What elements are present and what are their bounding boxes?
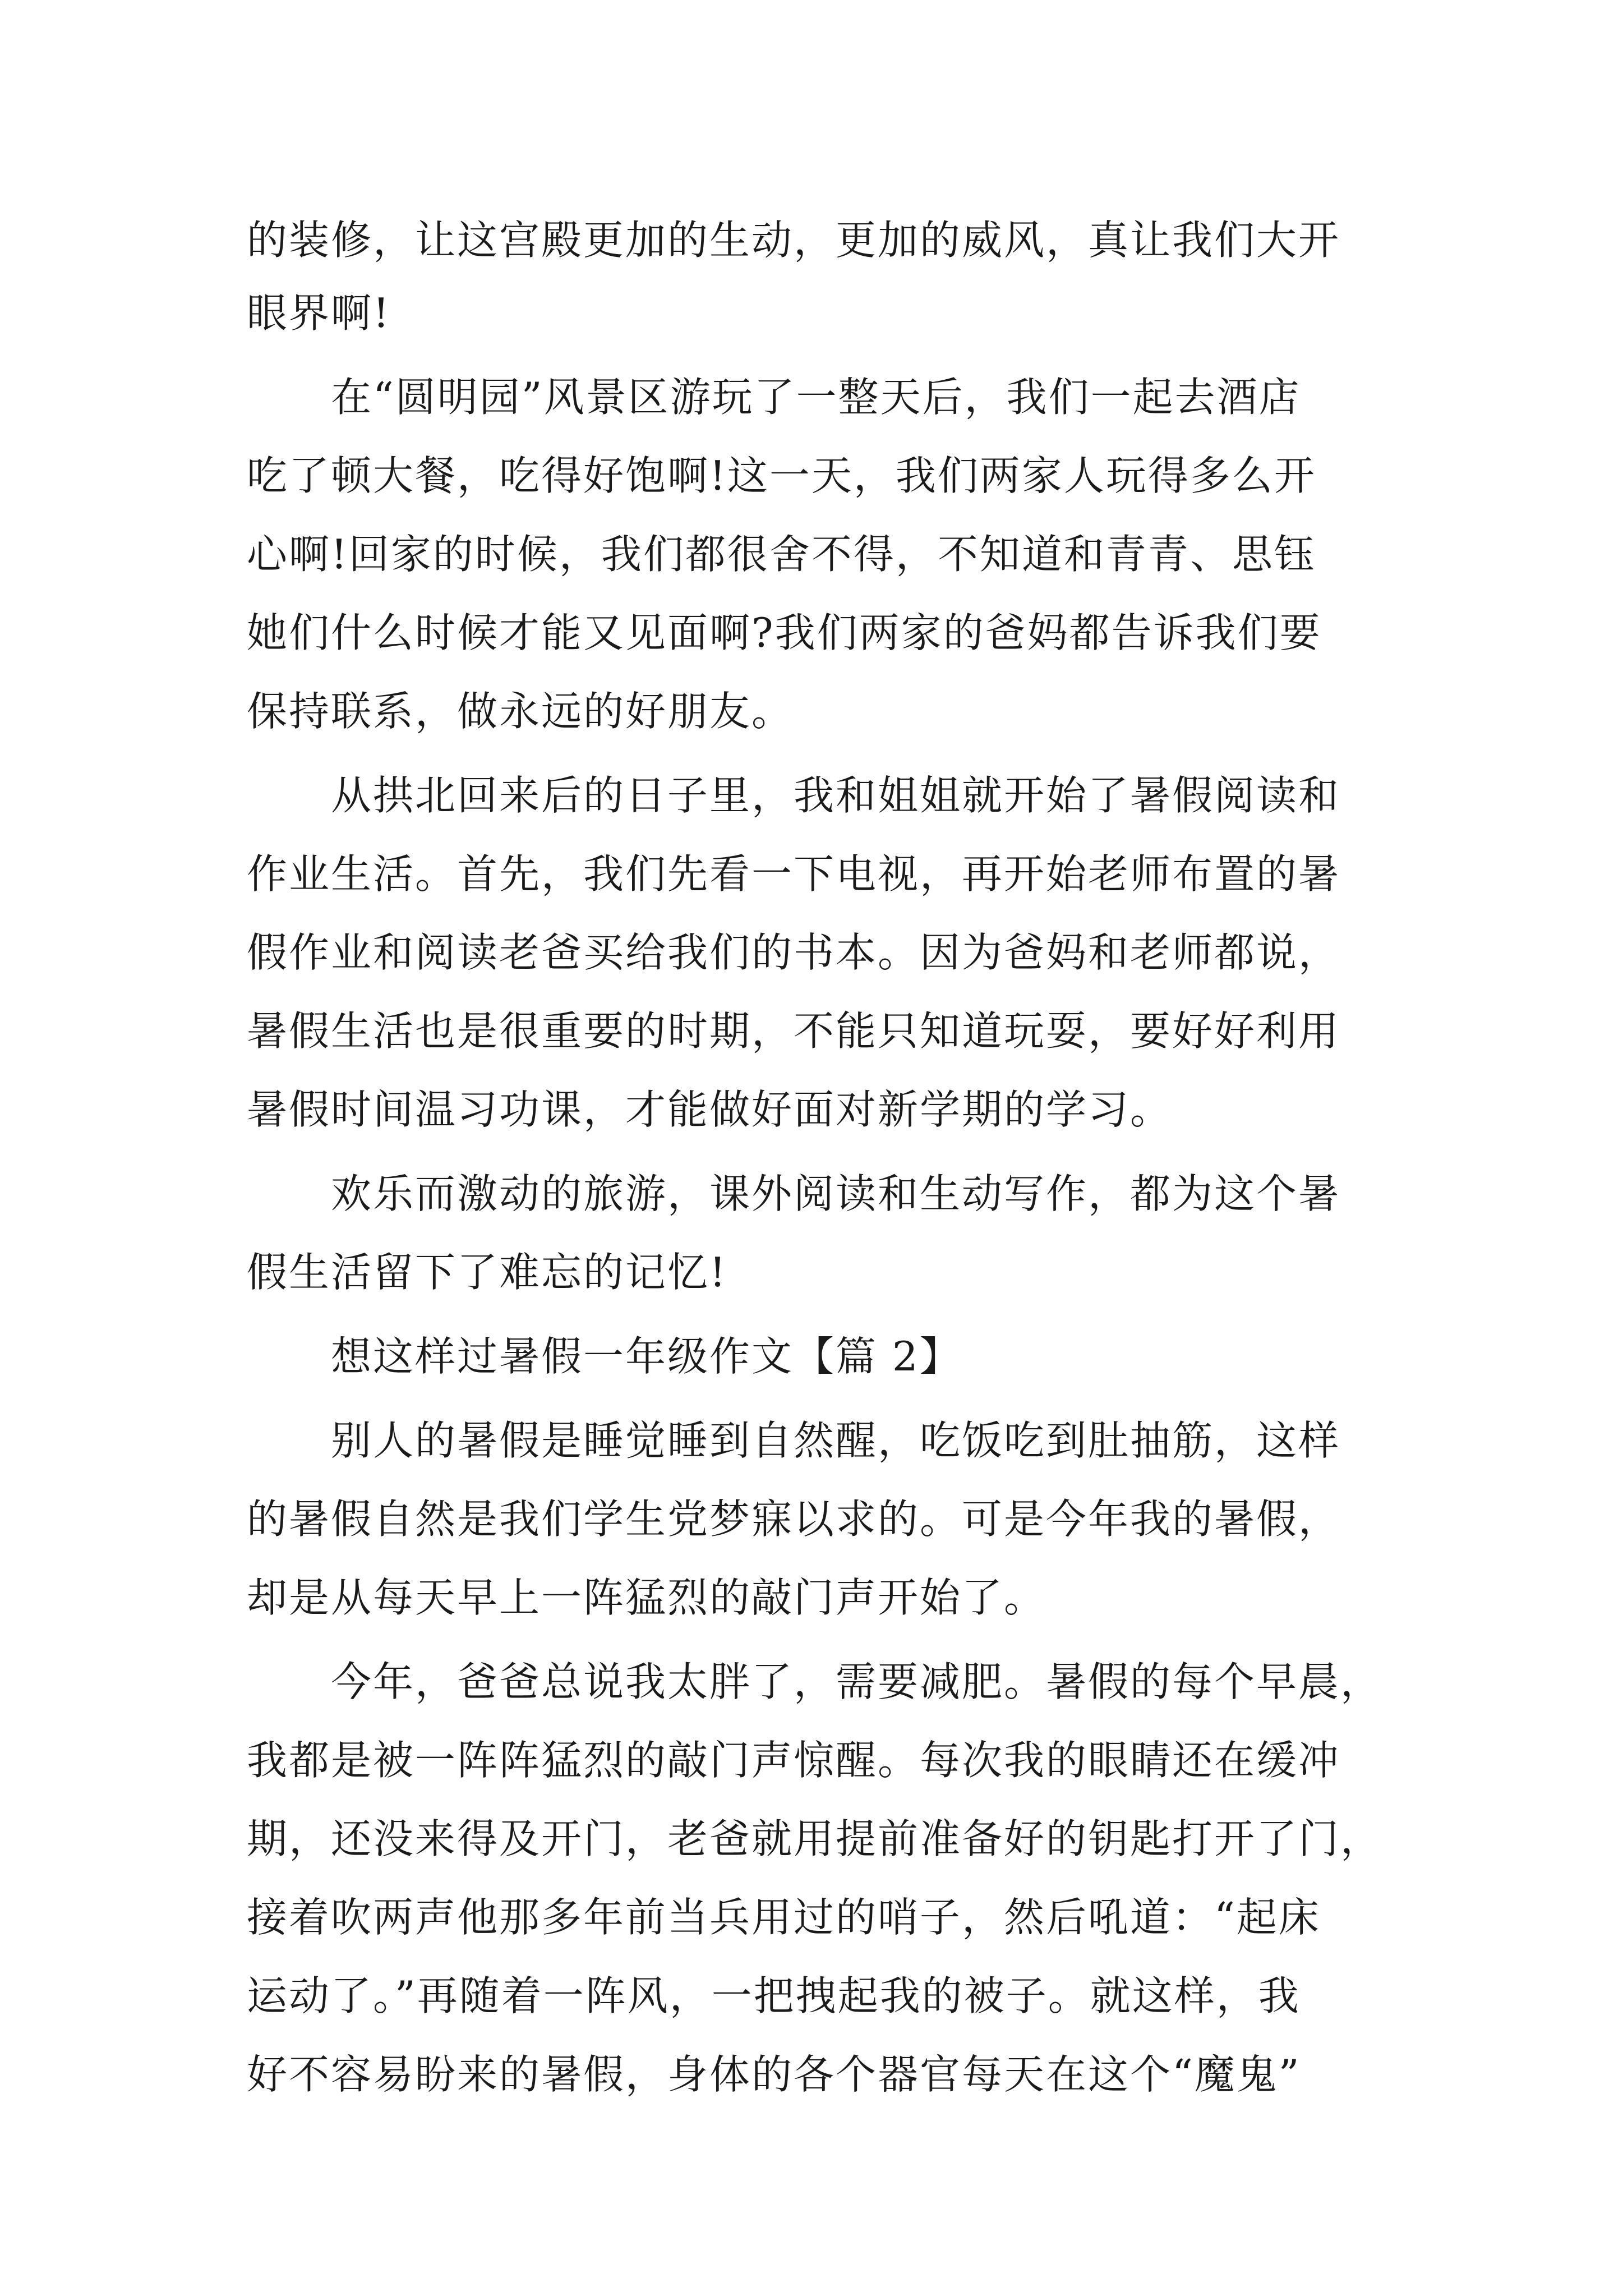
text-line: 的暑假自然是我们学生党梦寐以求的。可是今年我的暑假， <box>247 1496 1341 1543</box>
text-line: 期，还没来得及开门，老爸就用提前准备好的钥匙打开了门， <box>247 1815 1383 1862</box>
text-line: 她们什么时候才能又见面啊?我们两家的爸妈都告诉我们要 <box>247 609 1322 656</box>
text-line: 运动了。”再随着一阵风，一把拽起我的被子。就这样，我 <box>247 1972 1301 2019</box>
text-line: 眼界啊! <box>247 289 391 337</box>
text-line: 作业生活。首先，我们先看一下电视，再开始老师布置的暑 <box>247 850 1341 898</box>
paragraph-first-line: 今年，爸爸总说我太胖了，需要减肥。暑假的每个早晨， <box>331 1658 1383 1705</box>
text-line: 假生活留下了难忘的记忆! <box>247 1249 727 1296</box>
text-line: 我都是被一阵阵猛烈的敲门声惊醒。每次我的眼睛还在缓冲 <box>247 1737 1341 1784</box>
text-line: 假作业和阅读老爸买给我们的书本。因为爸妈和老师都说， <box>247 929 1341 976</box>
text-line: 暑假生活也是很重要的时期，不能只知道玩耍，要好好利用 <box>247 1007 1341 1055</box>
text-line: 接着吹两声他那多年前当兵用过的哨子，然后吼道：“起床 <box>247 1894 1321 1941</box>
paragraph-first-line: 在“圆明园”风景区游玩了一整天后，我们一起去酒店 <box>331 374 1301 421</box>
text-line: 吃了顿大餐，吃得好饱啊!这一天，我们两家人玩得多么开 <box>247 452 1316 499</box>
section-heading: 想这样过暑假一年级作文【篇 2】 <box>331 1333 962 1380</box>
text-line: 心啊!回家的时候，我们都很舍不得，不知道和青青、思钰 <box>247 531 1316 578</box>
text-line: 的装修，让这宫殿更加的生动，更加的威风，真让我们大开 <box>247 217 1341 264</box>
text-line: 保持联系，做永远的好朋友。 <box>247 688 794 735</box>
paragraph-first-line: 别人的暑假是睡觉睡到自然醒，吃饭吃到肚抽筋，这样 <box>331 1417 1341 1464</box>
paragraph-first-line: 欢乐而激动的旅游，课外阅读和生动写作，都为这个暑 <box>331 1170 1341 1217</box>
text-line: 好不容易盼来的暑假，身体的各个器官每天在这个“魔鬼” <box>247 2051 1301 2098</box>
text-line: 却是从每天早上一阵猛烈的敲门声开始了。 <box>247 1574 1046 1621</box>
paragraph-first-line: 从拱北回来后的日子里，我和姐姐就开始了暑假阅读和 <box>331 772 1341 819</box>
text-line: 暑假时间温习功课，才能做好面对新学期的学习。 <box>247 1086 1173 1133</box>
